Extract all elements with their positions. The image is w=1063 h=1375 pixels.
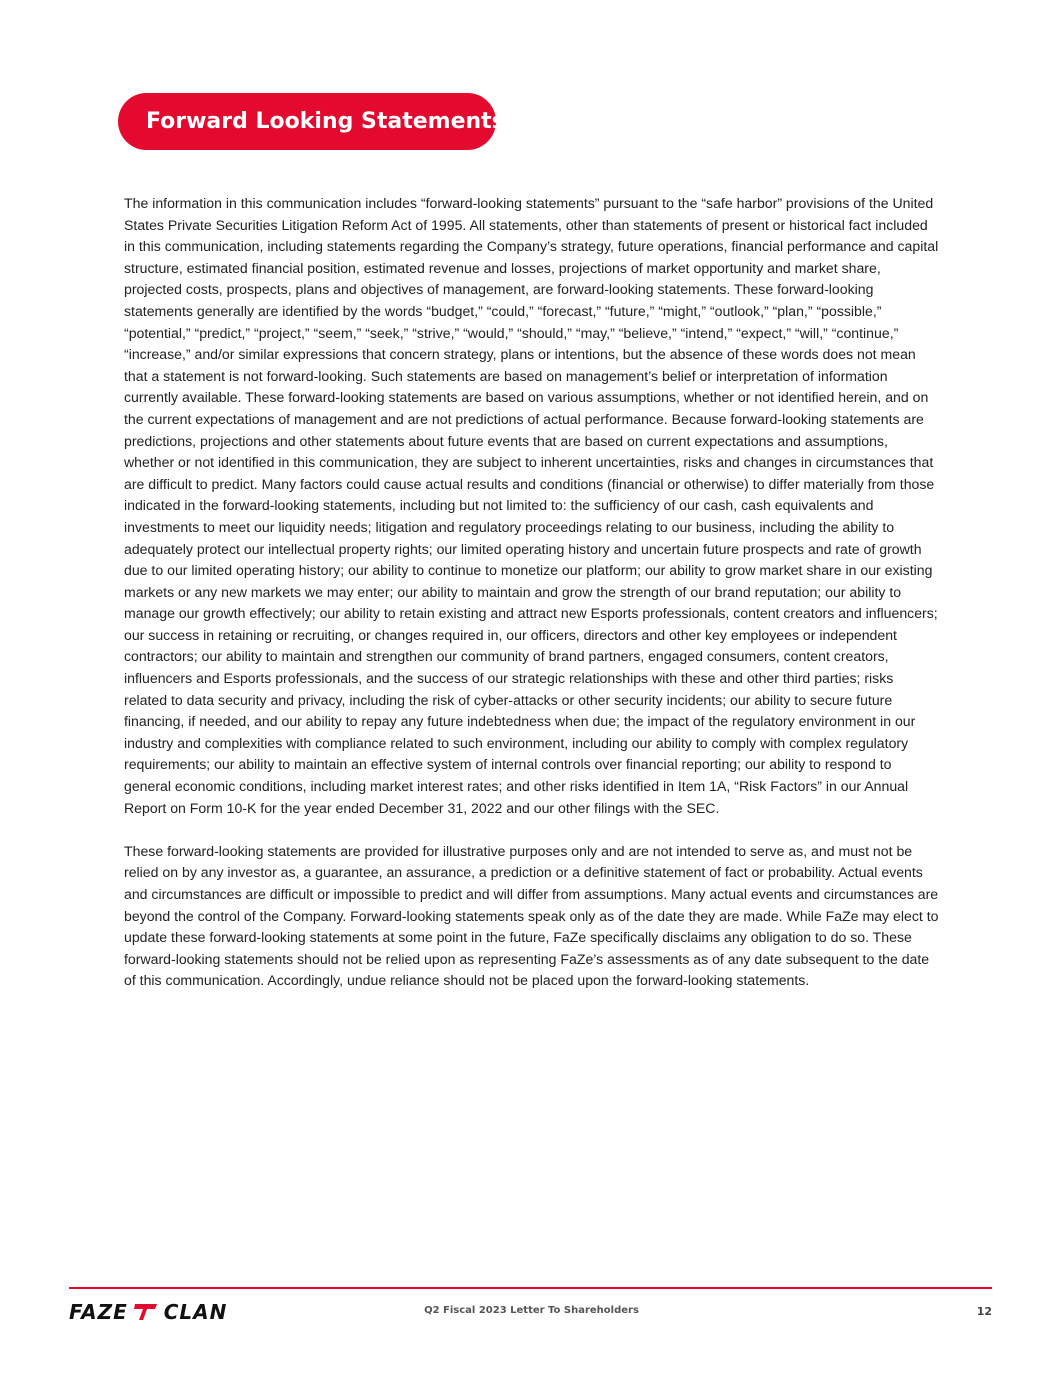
- paragraph-1: The information in this communication includes “forward-looking statements” pursuant to the “safe harbor” provisions of the United States Private Securities Litigation Reform Act of 1995. All statements, other than statements of present or historical fact included in this communication, including statements regarding the Company’s strategy, future operations, financial performance and capital structure, estimated financial position, estimated revenue and losses, projections of market opportunity and market share, projected costs, prospects, plans and objectives of management, are forward-looking statements. These forward-looking statements generally are identified by the words “budget,” “could,” “forecast,” “future,” “might,” “outlook,” “plan,” “possible,” “potential,” “predict,” “project,” “seem,” “seek,” “strive,” “would,” “should,” “may,” “believe,” “intend,” “expect,” “will,” “continue,” “increase,” and/or similar expressions that concern strategy, plans or intentions, but the absence of these words does not mean that a statement is not forward-looking. Such statements are based on management’s belief or interpretation of information currently available. These forward-looking statements are based on various assumptions, whether or not identified herein, and on the current expectations of management and are not predictions of actual performance. Because forward-looking statements are predictions, projections and other statements about future events that are based on current expectations and assumptions, whether or not identified in this communication, they are subject to inherent uncertainties, risks and changes in circumstances that are difficult to predict. Many factors could cause actual results and conditions (financial or otherwise) to differ materially from those indicated in the forward-looking statements, including but not limited to: the sufficiency of our cash, cash equivalents and investments to meet our liquidity needs; litigation and regulatory proceedings relating to our business, including the ability to adequately protect our intellectual property rights; our limited operating history and uncertain future prospects and rate of growth due to our limited operating history; our ability to continue to monetize our platform; our ability to grow market share in our existing markets or any new markets we may enter; our ability to maintain and grow the strength of our brand reputation; our ability to manage our growth effectively; our ability to retain existing and attract new Esports professionals, content creators and influencers; our success in retaining or recruiting, or changes required in, our officers, directors and other key employees or independent contractors; our ability to maintain and strengthen our community of brand partners, engaged consumers, content creators, influencers and Esports professionals, and the success of our strategic relationships with these and other third parties; risks related to data security and privacy, including the risk of cyber-attacks or other security incidents; our ability to secure future financing, if needed, and our ability to repay any future indebtedness when due; the impact of the regulatory environment in our industry and complexities with compliance related to such environment, including our ability to comply with complex regulatory requirements; our ability to maintain an effective system of internal controls over financial reporting; our ability to respond to general economic conditions, including market interest rates; and other risks identified in Item 1A, “Risk Factors” in our Annual Report on Form 10-K for the year ended December 31, 2022 and our other filings with the SEC.: [124, 195, 939, 816]
- footer-divider: [69, 1287, 992, 1289]
- paragraph-2: These forward-looking statements are provided for illustrative purposes only and are not intended to serve as, and must not be relied on by any investor as, a guarantee, an assurance, a prediction or a definitive statement of fact or probability. Actual events and circumstances are difficult or impossible to predict and will differ from assumptions. Many actual events and circumstances are beyond the control of the Company. Forward-looking statements speak only as of the date they are made. While FaZe may elect to update these forward-looking statements at some point in the future, FaZe specifically disclaims any obligation to do so. These forward-looking statements should not be relied upon as representing FaZe’s assessments as of any date subsequent to the date of this communication. Accordingly, undue reliance should not be placed upon the forward-looking statements.: [124, 842, 939, 989]
- section-title-badge: [118, 93, 505, 150]
- footer-document-title: Q2 Fiscal 2023 Letter To Shareholders: [424, 1305, 639, 1316]
- logo-text-left: FAZE: [69, 1300, 128, 1324]
- logo-text-right: CLAN: [163, 1300, 228, 1324]
- body-text: [124, 193, 939, 992]
- section-title: Forward Looking Statements: [146, 109, 505, 134]
- page-number: 12: [976, 1305, 992, 1318]
